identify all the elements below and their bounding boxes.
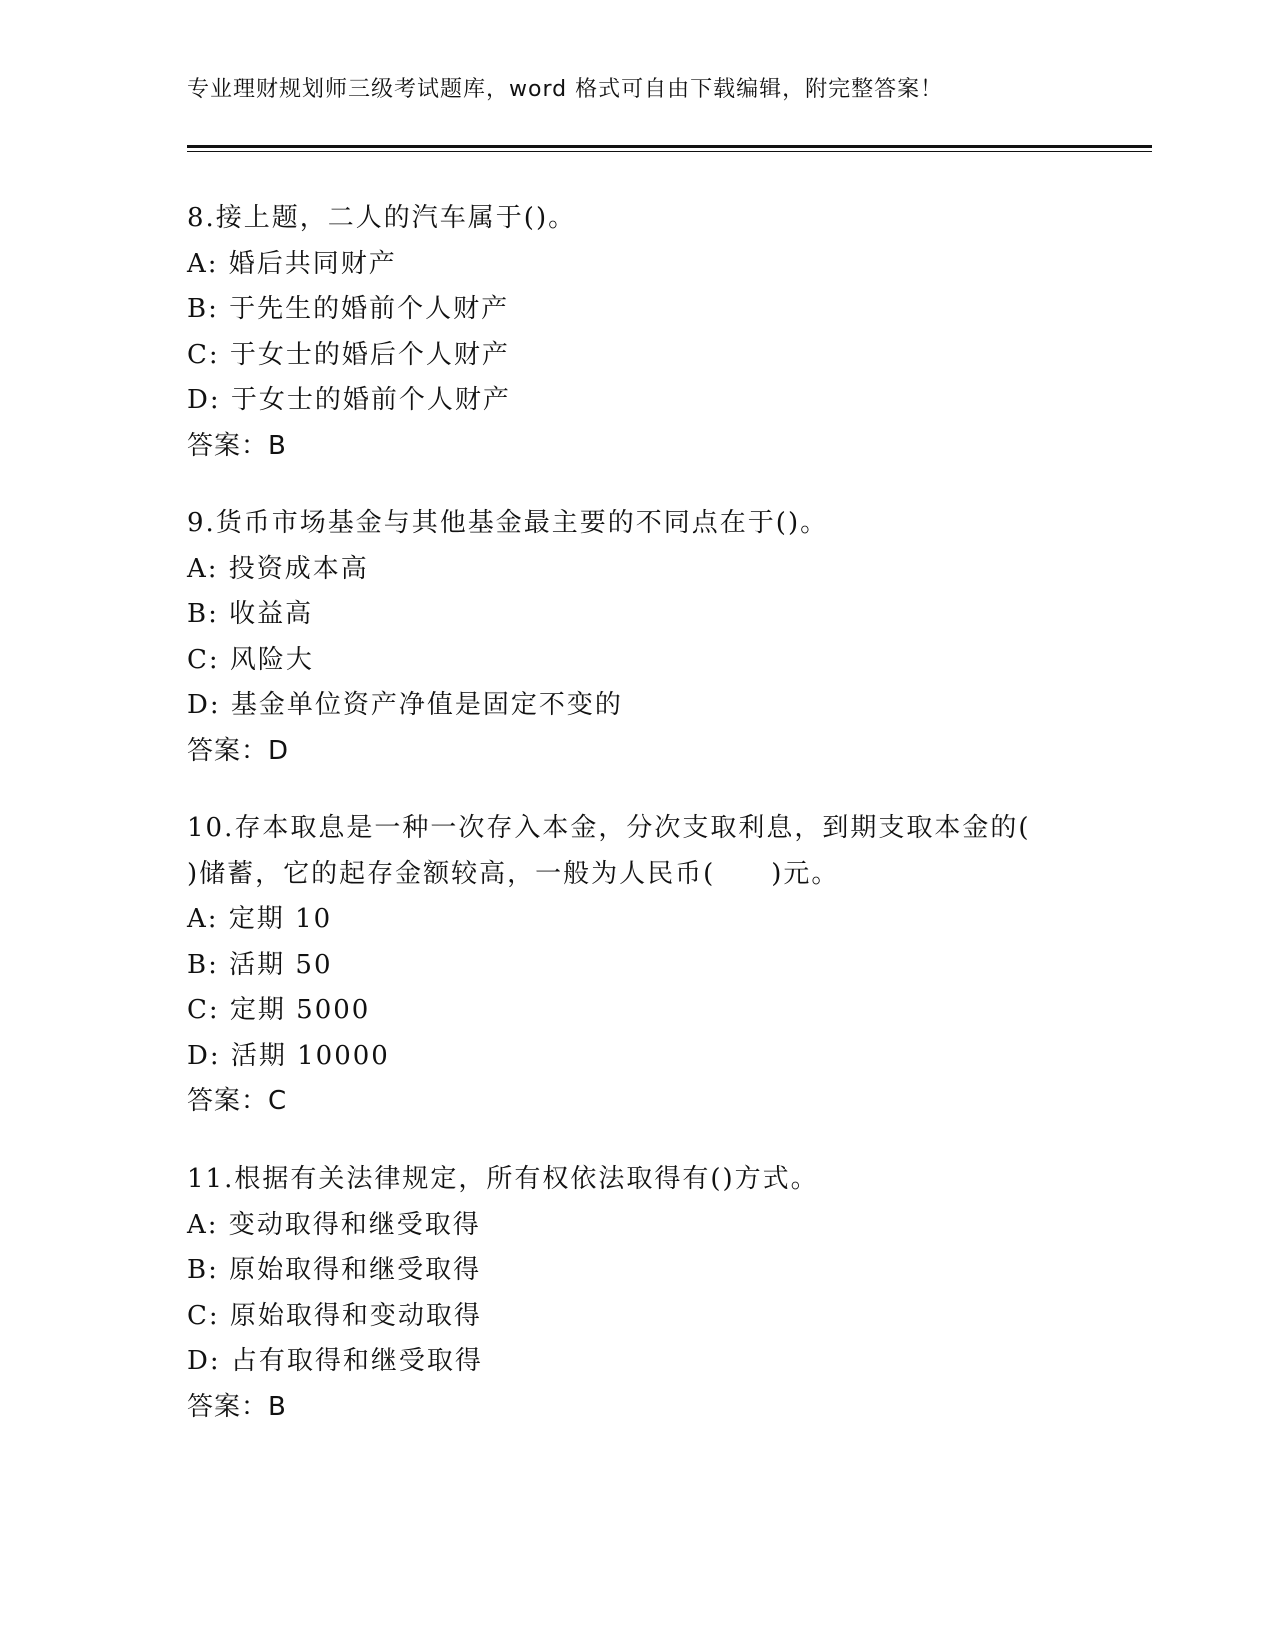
question-10 <box>187 806 1127 1125</box>
header-rule-thick <box>187 145 1152 148</box>
option-d: D: 占有取得和继受取得 <box>187 1346 483 1376</box>
question-stem: 9.货币市场基金与其他基金最主要的不同点在于()。 <box>187 508 829 538</box>
option-b: B: 活期 50 <box>187 949 333 980</box>
answer: 答案：C <box>187 1086 288 1116</box>
page-header-text: 专业理财规划师三级考试题库，word 格式可自由下载编辑，附完整答案！ <box>187 77 944 102</box>
option-c: C: 于女士的婚后个人财产 <box>187 339 510 370</box>
question-stem: 11.根据有关法律规定，所有权依法取得有()方式。 <box>187 1164 819 1194</box>
question-stem-line-1: 10.存本取息是一种一次存入本金，分次支取利息，到期支取本金的( <box>187 813 1031 843</box>
question-9 <box>187 501 1127 774</box>
answer: 答案：D <box>187 735 290 766</box>
question-8 <box>187 196 1127 469</box>
option-d: D: 于女士的婚前个人财产 <box>187 385 511 415</box>
option-a: A: 变动取得和继受取得 <box>187 1209 481 1240</box>
option-b: B: 于先生的婚前个人财产 <box>187 294 510 324</box>
answer: 答案：B <box>187 1391 287 1422</box>
option-d: D: 基金单位资产净值是固定不变的 <box>187 690 623 720</box>
question-11 <box>187 1157 1127 1430</box>
option-b: B: 收益高 <box>187 599 314 629</box>
answer: 答案：B <box>187 430 287 461</box>
option-a: A: 投资成本高 <box>187 553 369 584</box>
option-c: C: 原始取得和变动取得 <box>187 1300 482 1331</box>
option-a: A: 定期 10 <box>187 904 333 934</box>
question-stem-line-2: )储蓄，它的起存金额较高，一般为人民币( )元。 <box>187 858 840 889</box>
option-a: A: 婚后共同财产 <box>187 248 397 279</box>
option-d: D: 活期 10000 <box>187 1040 390 1071</box>
header-rule-thin <box>187 151 1152 152</box>
question-stem: 8.接上题，二人的汽车属于()。 <box>187 203 577 233</box>
option-b: B: 原始取得和继受取得 <box>187 1255 482 1285</box>
option-c: C: 定期 5000 <box>187 995 371 1025</box>
option-c: C: 风险大 <box>187 644 314 675</box>
